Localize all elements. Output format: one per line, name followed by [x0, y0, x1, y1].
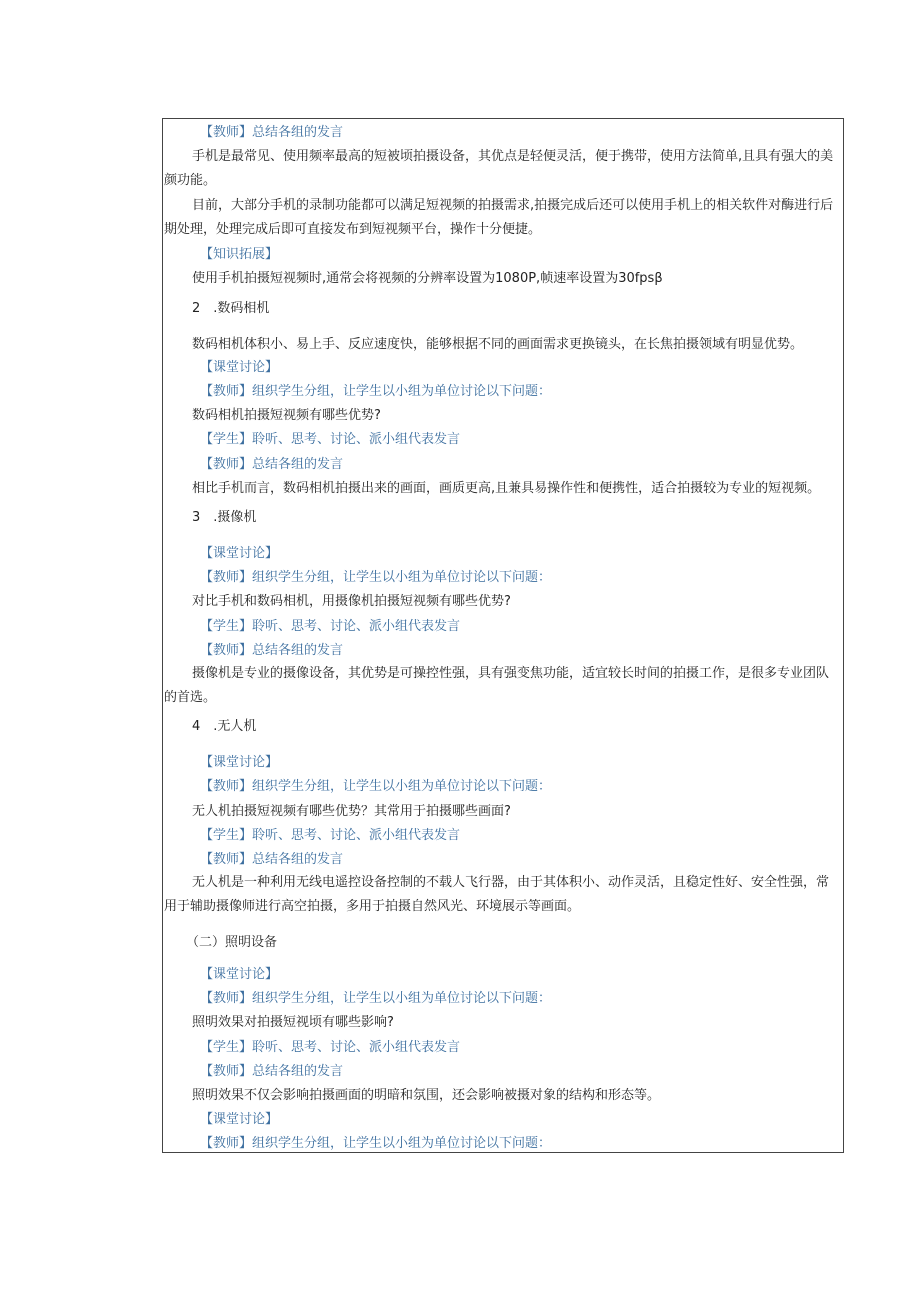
phone-advantages-paragraph: 手机是最常见、使用频率最高的短被顷拍摄设备，其优点是轻便灵活，便于携带，使用方法简单,且具有强大的美颜功能。 — [164, 149, 834, 188]
teacher-summary-tag: 【教师】总结各组的发言 — [200, 125, 344, 140]
teacher-organize-tag: 【教师】组织学生分组，让学生以小组为单位讨论以下问题： — [200, 779, 552, 794]
student-tag: 【学生】聆听、思考、讨论、派小组代表发言 — [200, 432, 461, 447]
discussion-question: 数码相机拍摄短视频有哪些优势? — [192, 408, 381, 423]
teacher-summary-tag: 【教师】总结各组的发言 — [200, 852, 344, 867]
teacher-organize-tag: 【教师】组织学生分组，让学生以小组为单位讨论以下问题： — [200, 991, 552, 1006]
phone-settings-text: 使用手机拍摄短视频时,通常会将视频的分辨率设置为1080P,帧速率设置为30fpsβ — [192, 271, 663, 286]
camcorder-summary-paragraph: 摄像机是专业的摄像设备，其优势是可操控性强，具有强变焦功能，适宜较长时间的拍摄工作，是很多专业团队的首选。 — [164, 666, 830, 705]
class-discussion-tag: 【课堂讨论】 — [200, 1112, 279, 1127]
digital-camera-summary: 相比手机而言，数码相机拍摄出来的画面，画质更高,且兼具易操作性和便携性，适合拍摄较为专业的短视频。 — [192, 481, 821, 496]
teacher-organize-tag: 【教师】组织学生分组，让学生以小组为单位讨论以下问题： — [200, 384, 552, 399]
teacher-summary-tag: 【教师】总结各组的发言 — [200, 457, 344, 472]
teacher-organize-tag: 【教师】组织学生分组，让学生以小组为单位讨论以下问题： — [200, 1136, 552, 1151]
lighting-summary: 照明效果不仅会影响拍摄画面的明暗和氛围，还会影响被摄对象的结构和形态等。 — [192, 1088, 661, 1103]
class-discussion-tag: 【课堂讨论】 — [200, 546, 279, 561]
student-tag: 【学生】聆听、思考、讨论、派小组代表发言 — [200, 1040, 461, 1055]
teacher-summary-tag: 【教师】总结各组的发言 — [200, 643, 344, 658]
section-heading-digital-camera: 2 .数码相机 — [192, 301, 270, 316]
class-discussion-tag: 【课堂讨论】 — [200, 360, 279, 375]
section-heading-drone: 4 .无人机 — [192, 719, 257, 734]
knowledge-extension-tag: 【知识拓展】 — [200, 247, 279, 262]
section-heading-camcorder: 3 .摄像机 — [192, 510, 257, 525]
discussion-question: 照明效果对拍摄短视顷有哪些影响? — [192, 1015, 394, 1030]
section-heading-lighting: （二）照明设备 — [186, 935, 278, 950]
teacher-summary-tag: 【教师】总结各组的发言 — [200, 1064, 344, 1079]
drone-summary-paragraph: 无人机是一种利用无线电遥控设备控制的不载人飞行器，由于其体积小、动作灵活，且稳定性好、安全性强，常用于辅助摄像师进行高空拍摄，多用于拍摄自然风光、环境展示等画面。 — [164, 875, 830, 914]
class-discussion-tag: 【课堂讨论】 — [200, 755, 279, 770]
class-discussion-tag: 【课堂讨论】 — [200, 967, 279, 982]
discussion-question: 无人机拍摄短视频有哪些优势？其常用于拍摄哪些画面? — [192, 804, 511, 819]
phone-recording-paragraph: 目前，大部分手机的录制功能都可以满足短视频的拍摄需求,拍摄完成后还可以使用手机上的相关软件对酶进行后期处理，处理完成后即可直接发布到短视频平台，操作十分便捷。 — [164, 198, 834, 237]
student-tag: 【学生】聆听、思考、讨论、派小组代表发言 — [200, 619, 461, 634]
teacher-organize-tag: 【教师】组织学生分组，让学生以小组为单位讨论以下问题： — [200, 570, 552, 585]
digital-camera-description: 数码相机体积小、易上手、反应速度快，能够根据不同的画面需求更换镜头，在长焦拍摄领域有明显优势。 — [192, 337, 804, 352]
discussion-question: 对比手机和数码相机，用摄像机拍摄短视频有哪些优势? — [192, 594, 511, 609]
student-tag: 【学生】聆听、思考、讨论、派小组代表发言 — [200, 828, 461, 843]
